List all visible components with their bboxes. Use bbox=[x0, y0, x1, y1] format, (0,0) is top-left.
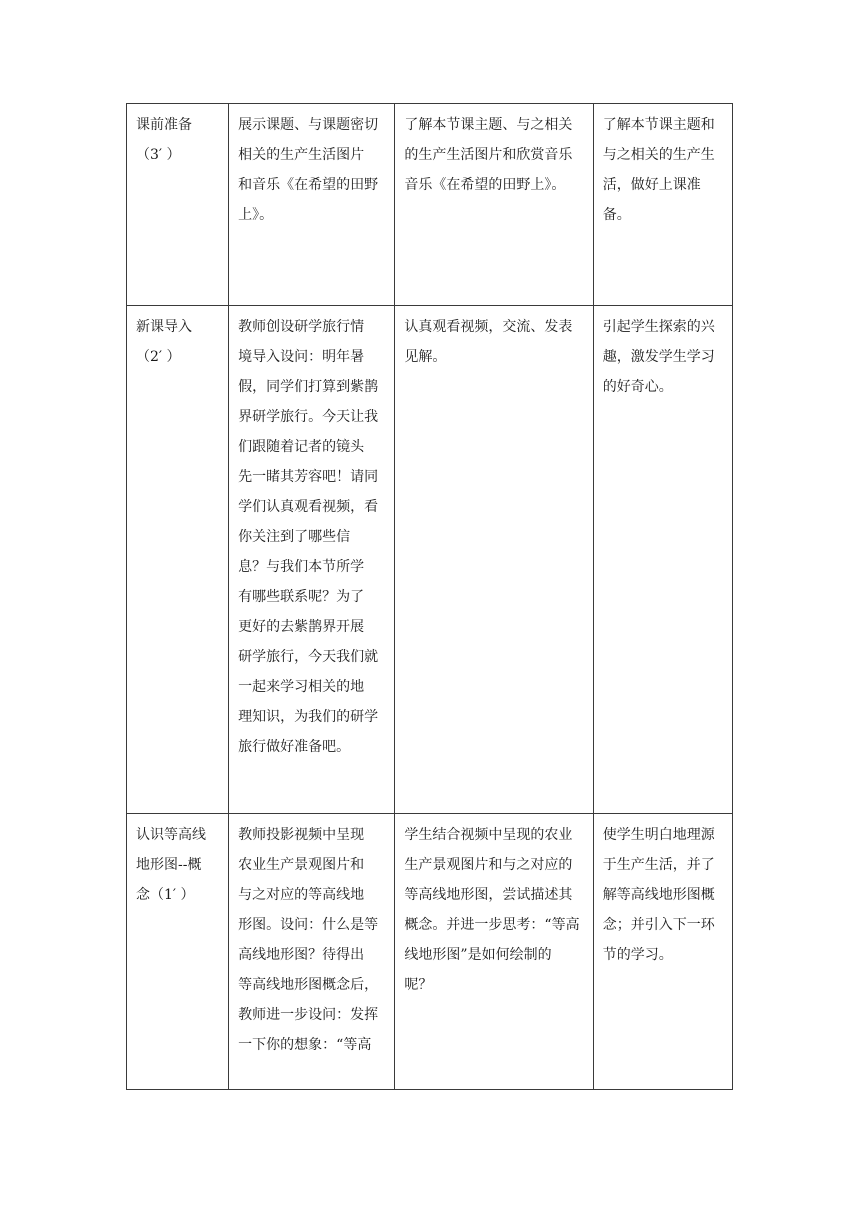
design-intent-cell: 使学生明白地理源 于生产生活，并了 解等高线地形图概 念；并引入下一环 节的学习。 bbox=[593, 814, 732, 1090]
design-intent-cell: 引起学生探索的兴 趣，激发学生学习 的好奇心。 bbox=[593, 306, 732, 814]
student-activity-cell: 学生结合视频中呈现的农业 生产景观图片和与之对应的 等高线地形图，尝试描述其 概念。并进一步思考：“等高 线地形图”是如何绘制的 呢？ bbox=[395, 814, 593, 1090]
lesson-plan-table bbox=[126, 103, 733, 1090]
stage-cell: 认识等高线 地形图--概 念（1′ ） bbox=[127, 814, 229, 1090]
teacher-activity-cell: 教师创设研学旅行情 境导入设问：明年暑 假，同学们打算到紫鹊 界研学旅行。今天让我 们跟随着记者的镜头 先一睹其芳容吧！请同 学们认真观看视频，看 你关注到了哪些信 息？与我们本节所学 有哪些联系呢？为了 更好的去紫鹊界开展 研学旅行，今天我们就 一起来学习相关的地 理知识，为我们的研学 旅行做好准备吧。 bbox=[229, 306, 395, 814]
table-row bbox=[127, 104, 733, 306]
student-activity-cell: 了解本节课主题、与之相关 的生产生活图片和欣赏音乐 音乐《在希望的田野上》。 bbox=[395, 104, 593, 306]
stage-cell: 课前准备 （3′ ） bbox=[127, 104, 229, 306]
table-row bbox=[127, 306, 733, 814]
stage-cell: 新课导入 （2′ ） bbox=[127, 306, 229, 814]
student-activity-cell: 认真观看视频，交流、发表 见解。 bbox=[395, 306, 593, 814]
teacher-activity-cell: 教师投影视频中呈现 农业生产景观图片和 与之对应的等高线地 形图。设问：什么是等 高线地形图？待得出 等高线地形图概念后， 教师进一步设问：发挥 一下你的想象：“等高 bbox=[229, 814, 395, 1090]
design-intent-cell: 了解本节课主题和 与之相关的生产生 活，做好上课准备。 bbox=[593, 104, 732, 306]
table-row bbox=[127, 814, 733, 1090]
teacher-activity-cell: 展示课题、与课题密切 相关的生产生活图片 和音乐《在希望的田野 上》。 bbox=[229, 104, 395, 306]
